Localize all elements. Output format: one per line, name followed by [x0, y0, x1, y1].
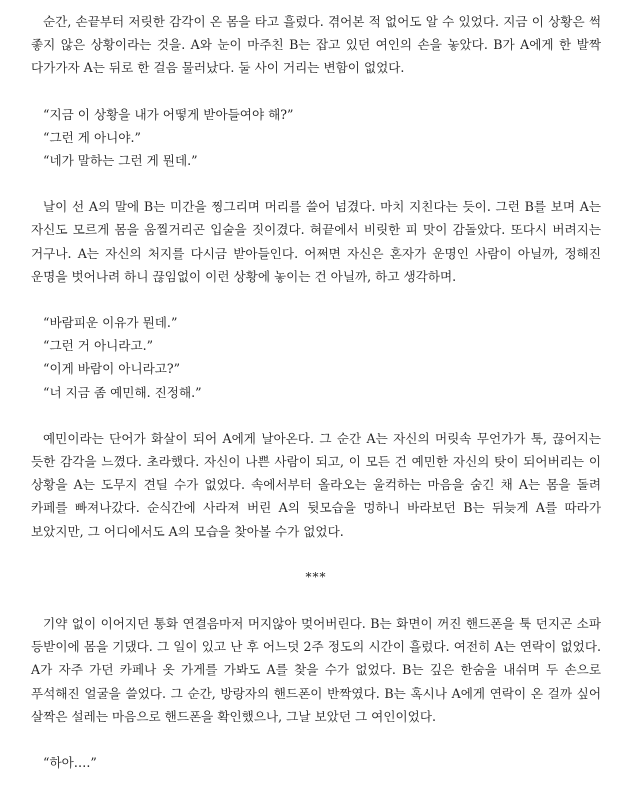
spacer	[31, 543, 601, 566]
dialogue-line: “바람피운 이유가 뭔데.”	[43, 315, 178, 331]
spacer	[31, 589, 601, 612]
dialogue-line: “이게 바람이 아니라고?”	[43, 361, 181, 377]
spacer	[31, 728, 601, 751]
dialogue-line: “그런 거 아니라고.”	[43, 338, 154, 354]
paragraph-3: 예민이라는 단어가 화살이 되어 A에게 날아온다. 그 순간 A는 자신의 머릿속 무언가가 툭, 끊어지는 듯한 감각을 느꼈다. 초라했다. 자신이 나쁜 사람이 되고, 이 모든 건 예민한 자신의 탓이 되어버리는 이 상황을 A는 도무지 견딜 수가 없었다. 속에서부터 올라오는 울컥하는 마음을 숨긴 채 A는 몸을 돌려 카페를 빠져나갔다. 순식간에 사라져 버린 A의 뒷모습을 멍하니 바라보던 B는 뒤늦게 A를 따라가 보았지만, 그 어디에서도 A의 모습을 찾아볼 수가 없었다.	[31, 430, 601, 539]
spacer	[31, 404, 601, 427]
section-separator: ***	[305, 569, 327, 584]
paragraph-1: 순간, 손끝부터 저릿한 감각이 온 몸을 타고 흘렀다. 겪어본 적 없어도 알 수 있었다. 지금 이 상황은 썩 좋지 않은 상황이라는 것을. A와 눈이 마주친 B는 잡고 있던 여인의 손을 놓았다. B가 A에게 한 발짝 다가가자 A는 뒤로 한 걸음 물러났다. 둘 사이 거리는 변함이 없었다.	[31, 14, 601, 76]
dialogue-line: “하아….”	[43, 755, 97, 771]
paragraph-2: 날이 선 A의 말에 B는 미간을 찡그리며 머리를 쓸어 넘겼다. 마치 지친다는 듯이. 그런 B를 보며 A는 자신도 모르게 몸을 움찔거리곤 입술을 짓이겼다. 혀끝에서 비릿한 피 맛이 감돌았다. 또다시 버려지는 거구나. A는 자신의 처지를 다시금 받아들인다. 어쩌면 자신은 혼자가 운명인 사람이 아닐까, 정해진 운명을 벗어나려 하니 끊임없이 이런 상황에 놓이는 건 아닐까, 하고 생각하며.	[31, 199, 601, 284]
dialogue-line: “지금 이 상황을 내가 어떻게 받아들여야 해?”	[43, 106, 294, 122]
paragraph-4: 기약 없이 이어지던 통화 연결음마저 머지않아 멎어버린다. B는 화면이 꺼진 핸드폰을 툭 던지곤 소파 등받이에 몸을 기댔다. 그 일이 있고 난 후 어느덧 2주 정도의 시간이 흘렀다. 여전히 A는 연락이 없었다. A가 자주 가던 카페나 옷 가게를 가봐도 A를 찾을 수가 없었다. B는 깊은 한숨을 내쉬며 두 손으로 푸석해진 얼굴을 쓸었다. 그 순간, 방랑자의 핸드폰이 반짝였다. B는 혹시나 A에게 연락이 온 걸까 싶어 살짝은 설레는 마음으로 핸드폰을 확인했으나, 그날 보았던 그 여인이었다.	[31, 616, 601, 724]
spacer	[31, 172, 601, 195]
spacer	[31, 288, 601, 311]
dialogue-line: “네가 말하는 그런 게 뭔데.”	[43, 153, 198, 169]
spacer	[31, 80, 601, 103]
dialogue-line: “그런 게 아니야.”	[43, 129, 141, 145]
dialogue-line: “너 지금 좀 예민해. 진정해.”	[43, 384, 202, 400]
